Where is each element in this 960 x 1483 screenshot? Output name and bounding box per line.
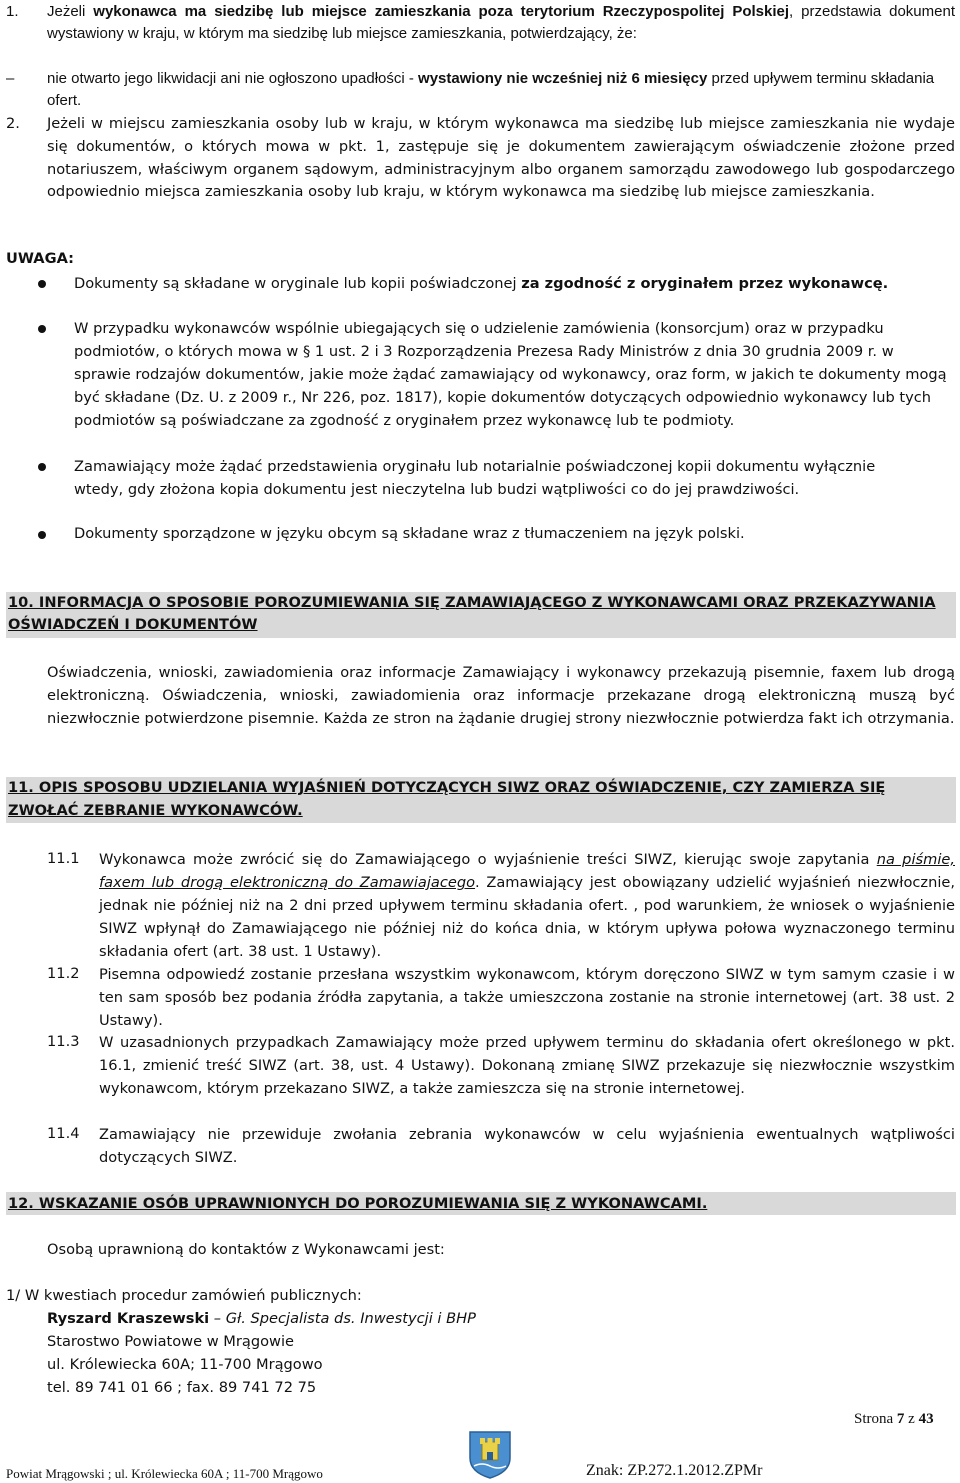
item-1-lead: Jeżeli — [47, 3, 94, 20]
dash-item-text — [47, 68, 955, 112]
item-1-number: 1. — [6, 3, 19, 20]
item-2-number: 2. — [6, 115, 20, 132]
contact-phone-fax: tel. 89 741 01 66 ; fax. 89 741 72 75 — [47, 1379, 317, 1396]
point-11-1-text — [99, 848, 955, 963]
contact-person — [47, 1308, 476, 1331]
item-1-text — [47, 1, 955, 44]
page-number — [854, 1408, 934, 1431]
contact-organization: Starostwo Powiatowe w Mrągowie — [47, 1333, 294, 1350]
section-10-text: Oświadczenia, wnioski, zawiadomienia oraz informacje Zamawiający i wykonawcy przekazują pisemnie, faxem lub drogą elektroniczną. Oświadczenia, wnioski, zawiadomienia oraz informacje przekazane drogą elektroniczną muszą być niezwłocznie potwierdzone pisemnie. Każda ze stron na żądanie drugiej strony niezwłocznie potwierdza fakt ich otrzymania. — [47, 664, 955, 727]
section-11-heading — [6, 777, 956, 823]
uwaga-bullet-1-bold: za zgodność z oryginałem przez wykonawcę. — [521, 275, 889, 292]
section-12-heading — [6, 1192, 956, 1215]
contact-subheading: 1/ W kwestiach procedur zamówień publicznych: — [6, 1287, 362, 1304]
footer-address: Powiat Mrągowski ; ul. Królewiecka 60A ; 11-700 Mrągowo — [6, 1466, 323, 1481]
uwaga-bullet-1 — [74, 272, 934, 295]
uwaga-bullet-3: Zamawiający może żądać przedstawienia oryginału lub notarialnie poświadczonej kopii dokumentu wyłącznie wtedy, gdy złożona kopia dokumentu jest nieczytelna lub budzi wątpliwości co do jej prawdziwości. — [74, 458, 876, 498]
dash-marker: – — [6, 70, 15, 87]
bullet-2 — [38, 325, 46, 333]
dash-item-lead: nie otwarto jego likwidacji ani nie ogłoszono upadłości - — [47, 70, 419, 87]
page-total: 43 — [918, 1411, 934, 1427]
bullet-1 — [38, 280, 46, 288]
contact-name: Ryszard Kraszewski — [47, 1310, 210, 1327]
page-number-sep: z — [904, 1411, 919, 1427]
item-1-tail: , przedstawia dokument wystawiony w kraju, w którym ma siedzibę lub miejsce zamieszkania, potwierdzający, że: — [47, 3, 955, 42]
point-11-2-text: Pisemna odpowiedź zostanie przesłana wszystkim wykonawcom, którym doręczono SIWZ w tym samym czasie i w ten sam sposób bez podania źródła zapytania, a także umieszczona zostanie na stronie internetowej (art. 38 ust. 2 Ustawy). — [99, 966, 955, 1029]
uwaga-title: UWAGA: — [6, 250, 74, 267]
uwaga-bullet-4: Dokumenty sporządzone w języku obcym są składane wraz z tłumaczeniem na język polski. — [74, 525, 745, 542]
footer-reference: Znak: ZP.272.1.2012.ZPMr — [586, 1462, 763, 1479]
point-11-4-number: 11.4 — [47, 1125, 80, 1142]
contact-address: ul. Królewiecka 60A; 11-700 Mrągowo — [47, 1356, 323, 1373]
point-11-1-number: 11.1 — [47, 850, 80, 867]
point-11-3-number: 11.3 — [47, 1033, 80, 1050]
dash-item-bold: wystawiony nie wcześniej niż 6 miesięcy — [418, 70, 708, 87]
county-crest-icon — [466, 1428, 514, 1480]
dash-item-tail: przed upływem terminu składania ofert. — [47, 70, 935, 109]
page-number-prefix: Strona — [854, 1411, 897, 1427]
uwaga-bullet-1-lead: Dokumenty są składane w oryginale lub kopii poświadczonej — [74, 275, 522, 292]
section-10-heading — [6, 592, 956, 638]
page-current: 7 — [896, 1411, 905, 1427]
bullet-4 — [38, 531, 46, 539]
section-12-heading-text: 12. WSKAZANIE OSÓB UPRAWNIONYCH DO POROZUMIEWANIA SIĘ Z WYKONAWCAMI. — [8, 1195, 708, 1212]
uwaga-bullet-2: W przypadku wykonawców wspólnie ubiegających się o udzielenie zamówienia (konsorcjum) oraz w przypadku podmiotów, o których mowa w § 1 ust. 2 i 3 Rozporządzenia Prezesa Rady Ministrów z dnia 30 grudnia 2009 r. w sprawie rodzajów dokumentów, jakie może żądać zamawiający od wykonawcy, oraz form, w jakich te dokumenty mogą być składane (Dz. U. z 2009 r., Nr 226, poz. 1817), kopie dokumentów dotyczących odpowiednio wykonawcy lub tych podmiotów są poświadczane za zgodność z oryginałem przez wykonawcę lub te podmioty. — [74, 320, 947, 429]
item-2-text: Jeżeli w miejscu zamieszkania osoby lub w kraju, w którym wykonawca ma siedzibę lub miejsce zamieszkania nie wydaje się dokumentów, o których mowa w pkt. 1, zastępuje się je dokumentem zawierającym oświadczenie złożone przed notariuszem, właściwym organem sądowym, administracyjnym albo organem samorządu zawodowego lub gospodarczego odpowiednio miejsca zamieszkania osoby lub kraju, w którym wykonawca ma siedzibę lub miejsce zamieszkania. — [47, 115, 955, 201]
bullet-3 — [38, 463, 46, 471]
contact-role: – Gł. Specjalista ds. Inwestycji i BHP — [209, 1310, 476, 1327]
section-11-heading-text: 11. OPIS SPOSOBU UDZIELANIA WYJAŚNIEŃ DOTYCZĄCYCH SIWZ ORAZ OŚWIADCZENIE, CZY ZAMIERZA SIĘ ZWOŁAĆ ZEBRANIE WYKONAWCÓW. — [8, 779, 886, 819]
section-10-heading-text: 10. INFORMACJA O SPOSOBIE POROZUMIEWANIA SIĘ ZAMAWIAJĄCEGO Z WYKONAWCAMI ORAZ PRZEKAZYWANIA OŚWIADCZEŃ I DOKUMENTÓW — [8, 594, 936, 633]
point-11-2-number: 11.2 — [47, 965, 80, 982]
point-11-1-tail: . Zamawiający jest obowiązany udzielić wyjaśnień niezwłocznie, jednak nie później niż na 2 dni przed upływem terminu składania ofert. , pod warunkiem, że wniosek o wyjaśnienie SIWZ wpłynął do Zamawiającego nie później niż do końca dnia, w którym upływa połowa wyznaczonego terminu składania ofert (art. 38 ust. 1 Ustawy). — [99, 874, 955, 960]
point-11-1-underlined: na piśmie, faxem lub drogą elektroniczną do Zamawiajacego — [99, 851, 955, 891]
item-1-bold: wykonawca ma siedzibę lub miejsce zamieszkania poza terytorium Rzeczypospolitej Polskiej — [93, 3, 790, 20]
point-11-1-lead: Wykonawca może zwrócić się do Zamawiającego o wyjaśnienie treści SIWZ, kierując swoje zapytania — [99, 851, 877, 868]
contact-intro: Osobą uprawnioną do kontaktów z Wykonawcami jest: — [47, 1241, 445, 1258]
point-11-3-text: W uzasadnionych przypadkach Zamawiający może przed upływem terminu do składania ofert określonego w pkt. 16.1, zmienić treść SIWZ (art. 38, ust. 4 Ustawy). Dokonaną zmianę SIWZ przekazuje się niezwłocznie wszystkim wykonawcom, którym przekazano SIWZ, a także zamieszcza się na stronie internetowej. — [99, 1034, 955, 1097]
point-11-4-text: Zamawiający nie przewiduje zwołania zebrania wykonawców w celu wyjaśnienia ewentualnych wątpliwości dotyczących SIWZ. — [99, 1126, 955, 1166]
